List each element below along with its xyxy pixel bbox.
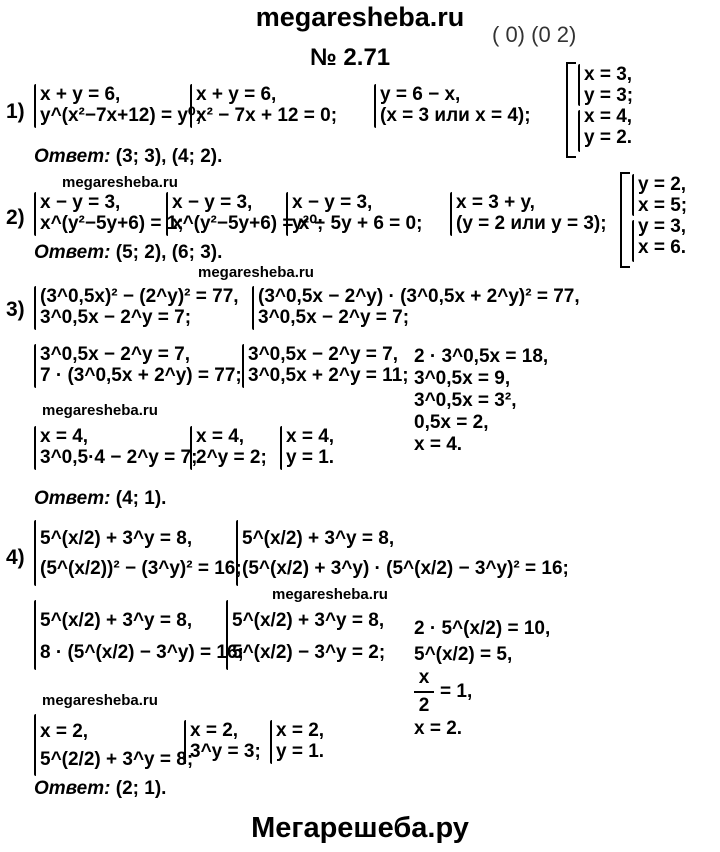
watermark: megaresheba.ru bbox=[42, 692, 158, 709]
p2-system-1: x − y = 3, x^(y²−5y+6) = 1; bbox=[40, 192, 184, 234]
cut-off-fragment: ( 0) (0 2) bbox=[492, 22, 577, 47]
p3-system-2: (3^0,5x − 2^y) · (3^0,5x + 2^y)² = 77, 3^0,5x − 2^y = 7; bbox=[258, 286, 580, 328]
p1-system-2: x + y = 6, x² − 7x + 12 = 0; bbox=[196, 84, 338, 126]
brace bbox=[34, 520, 36, 586]
problem-3-number: 3) bbox=[6, 298, 25, 321]
brace bbox=[34, 600, 36, 670]
p4-system-4: 5^(x/2) + 3^y = 8, 5^(x/2) − 3^y = 2; bbox=[232, 610, 386, 663]
p1-system-3: y = 6 − x, (x = 3 или x = 4); bbox=[380, 84, 531, 126]
p3-system-7: x = 4, y = 1. bbox=[286, 426, 335, 468]
p4-system-5: x = 2, 5^(2/2) + 3^y = 8; bbox=[40, 721, 194, 770]
p4-system-7: x = 2, y = 1. bbox=[276, 720, 325, 762]
p3-system-3: 3^0,5x − 2^y = 7, 7 · (3^0,5x + 2^y) = 77; bbox=[40, 344, 242, 386]
brace bbox=[270, 720, 272, 764]
brace bbox=[280, 426, 282, 470]
brace bbox=[34, 286, 36, 330]
brace bbox=[374, 84, 376, 128]
p2-system-2: x − y = 3, x^(y²−5y+6) = x⁰; bbox=[172, 192, 324, 234]
brace bbox=[578, 64, 580, 106]
brace bbox=[166, 192, 168, 236]
brace bbox=[450, 192, 452, 236]
bracket bbox=[566, 62, 576, 158]
p3-system-5: x = 4, 3^0,5·4 − 2^y = 7; bbox=[40, 426, 198, 468]
site-footer[interactable]: Мегарешеба.ру bbox=[251, 812, 469, 844]
brace bbox=[184, 720, 186, 764]
p2-solutions: y = 2, x = 5; y = 3, x = 6. bbox=[638, 174, 688, 258]
brace bbox=[226, 600, 228, 670]
brace bbox=[578, 110, 580, 152]
p4-answer: Ответ: (2; 1). bbox=[34, 778, 167, 799]
fraction-x-over-2: $\frac{x}{2}$ bbox=[414, 665, 434, 719]
brace bbox=[632, 220, 634, 262]
brace bbox=[34, 344, 36, 388]
p3-answer: Ответ: (4; 1). bbox=[34, 488, 167, 509]
watermark: megaresheba.ru bbox=[62, 174, 178, 191]
problem-1-number: 1) bbox=[6, 100, 25, 123]
brace bbox=[190, 426, 192, 470]
brace bbox=[34, 84, 36, 128]
brace bbox=[190, 84, 192, 128]
p1-solutions: x = 3, y = 3; x = 4, y = 2. bbox=[584, 64, 634, 148]
brace bbox=[632, 174, 634, 216]
brace bbox=[252, 286, 254, 330]
p3-system-4: 3^0,5x − 2^y = 7, 3^0,5x + 2^y = 11; bbox=[248, 344, 409, 386]
p3-side-calc: 2 · 3^0,5x = 18, 3^0,5x = 9, 3^0,5x = 3², 0,5x = 2, x = 4. bbox=[414, 346, 549, 455]
brace bbox=[236, 520, 238, 586]
p1-answer: Ответ: (3; 3), (4; 2). bbox=[34, 146, 223, 167]
bracket bbox=[620, 172, 630, 268]
p4-system-2: 5^(x/2) + 3^y = 8, (5^(x/2) + 3^y) · (5^(x/2) − 3^y)² = 16; bbox=[242, 528, 569, 579]
problem-4-number: 4) bbox=[6, 546, 25, 569]
brace bbox=[34, 714, 36, 776]
p4-side-calc: 2 · 5^(x/2) = 10, 5^(x/2) = 5, $\frac{x}{2}$ = 1, x = 2. bbox=[414, 618, 551, 739]
p4-system-1: 5^(x/2) + 3^y = 8, (5^(x/2))² − (3^y)² = 16; bbox=[40, 528, 242, 579]
p3-system-1: (3^0,5x)² − (2^y)² = 77, 3^0,5x − 2^y = 7; bbox=[40, 286, 239, 328]
p2-system-4: x = 3 + y, (y = 2 или y = 3); bbox=[456, 192, 607, 234]
p2-system-3: x − y = 3, y² − 5y + 6 = 0; bbox=[292, 192, 423, 234]
p4-system-3: 5^(x/2) + 3^y = 8, 8 · (5^(x/2) − 3^y) = 16; bbox=[40, 610, 244, 663]
p2-answer: Ответ: (5; 2), (6; 3). bbox=[34, 242, 223, 263]
watermark: megaresheba.ru bbox=[272, 586, 388, 603]
watermark: megaresheba.ru bbox=[42, 402, 158, 419]
p1-system-1: x + y = 6, y^(x²−7x+12) = y⁰; bbox=[40, 84, 202, 126]
p4-system-6: x = 2, 3^y = 3; bbox=[190, 720, 261, 762]
problem-number: № 2.71 bbox=[310, 44, 391, 71]
brace bbox=[286, 192, 288, 236]
brace bbox=[34, 192, 36, 236]
brace bbox=[34, 426, 36, 470]
p3-system-6: x = 4, 2^y = 2; bbox=[196, 426, 267, 468]
watermark: megaresheba.ru bbox=[198, 264, 314, 281]
problem-2-number: 2) bbox=[6, 206, 25, 229]
site-header[interactable]: megaresheba.ru bbox=[255, 2, 465, 32]
brace bbox=[242, 344, 244, 388]
